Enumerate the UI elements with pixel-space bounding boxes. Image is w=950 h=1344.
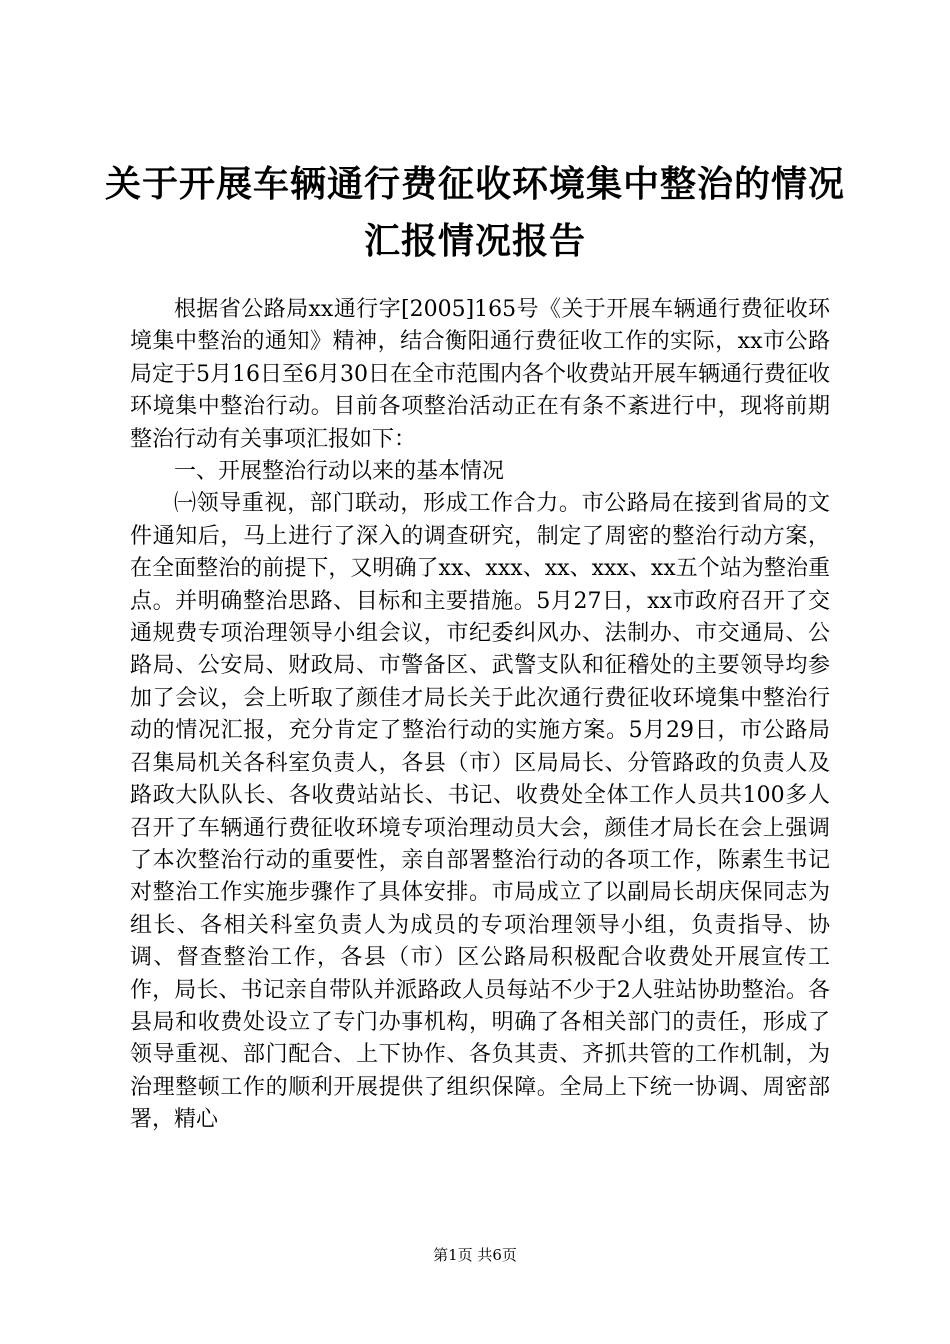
document-body bbox=[130, 294, 830, 1137]
page-number-footer: 第1页 共6页 bbox=[433, 1246, 517, 1264]
section-heading: 一、开展整治行动以来的基本情况 bbox=[174, 459, 505, 485]
intro-paragraph: 根据省公路局xx通行字[2005]165号《关于开展车辆通行费征收环境集中整治的通知》精神，结合衡阳通行费征收工作的实际，xx市公路局定于5月16日至6月30日在全市范围内各个收费站开展车辆通行费征收环境集中整治行动。目前各项整治活动正在有条不紊进行中，现将前期整治行动有关事项汇报如下： bbox=[130, 297, 830, 452]
subsection-paragraph: ㈠领导重视，部门联动，形成工作合力。市公路局在接到省局的文件通知后，马上进行了深入的调查研究，制定了周密的整治行动方案，在全面整治的前提下，又明确了xx、xxx、xx、xxx、xx五个站为整治重点。并明确整治思路、目标和主要措施。5月27日，xx市政府召开了交通规费专项治理领导小组会议，市纪委纠风办、法制办、市交通局、公路局、公安局、财政局、市警备区、武警支队和征稽处的主要领导均参加了会议，会上听取了颜佳才局长关于此次通行费征收环境集中整治行动的情况汇报，充分肯定了整治行动的实施方案。5月29日，市公路局召集局机关各科室负责人，各县（市）区局局长、分管路政的负责人及路政大队队长、各收费站站长、书记、收费处全体工作人员共100多人召开了车辆通行费征收环境专项治理动员大会，颜佳才局长在会上强调了本次整治行动的重要性，亲自部署整治行动的各项工作，陈素生书记对整治工作实施步骤作了具体安排。市局成立了以副局长胡庆保同志为组长、各相关科室负责人为成员的专项治理领导小组，负责指导、协调、督查整治工作，各县（市）区公路局积极配合收费处开展宣传工作，局长、书记亲自带队并派路政人员每站不少于2人驻站协助整治。各县局和收费处设立了专门办事机构，明确了各相关部门的责任，形成了领导重视、部门配合、上下协作、各负其责、齐抓共管的工作机制，为治理整顿工作的顺利开展提供了组织保障。全局上下统一协调、周密部署，精心 bbox=[130, 491, 830, 1133]
document-title-line-2: 汇报情况报告 bbox=[363, 221, 586, 262]
document-title-line-1: 关于开展车辆通行费征收环境集中整治的情况 bbox=[104, 164, 845, 205]
